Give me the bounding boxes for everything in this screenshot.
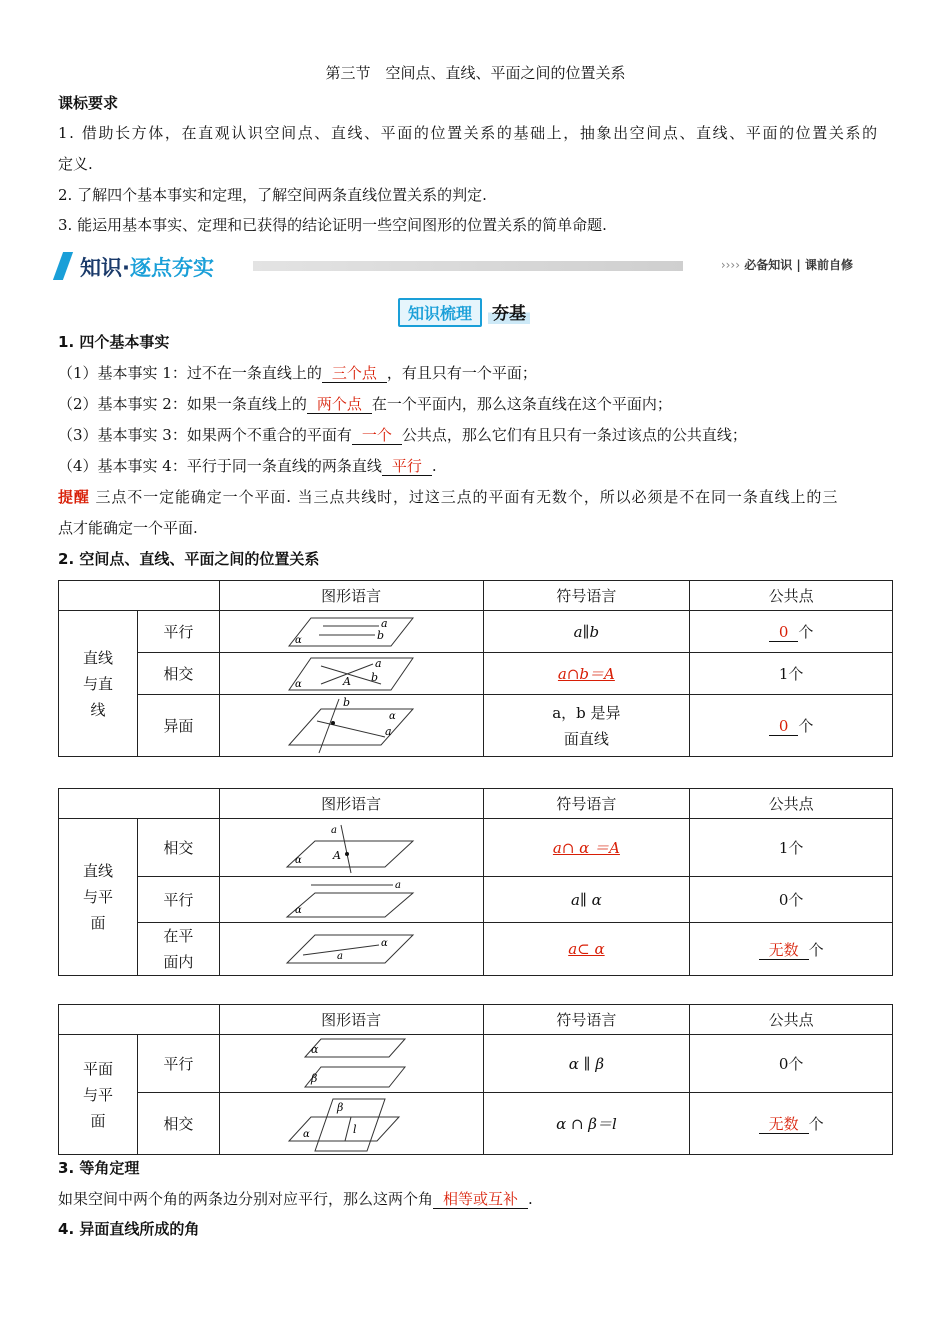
section-banner	[58, 250, 893, 284]
label-b: b	[343, 696, 351, 709]
sec2-heading	[58, 544, 893, 574]
sec3-pre: 如果空间中两个角的两条边分别对应平行，那么这两个角	[58, 1190, 434, 1208]
header-figure: 图形语言	[219, 1005, 483, 1035]
points-cell: 1个	[690, 653, 893, 695]
points-unit: 个	[798, 717, 814, 735]
fact-3	[58, 420, 893, 450]
sec3-blank: 相等或互补	[433, 1190, 528, 1209]
figure-cell	[219, 1035, 483, 1093]
label-alpha: α	[295, 854, 302, 866]
standards-item-2: 2. 了解四个基本事实和定理，了解空间两条直线位置关系的判定.	[58, 186, 487, 204]
fact-2-blank: 两个点	[307, 395, 372, 414]
fact-4-pre: （4）基本事实 4：平行于同一条直线的两条直线	[58, 457, 382, 475]
planes-parallel-figure	[281, 1037, 421, 1091]
label-a: a	[385, 724, 392, 738]
row-name	[137, 923, 219, 976]
fact-2-post: 在一个平面内，那么这条直线在这个平面内；	[371, 395, 672, 413]
table-corner	[59, 789, 220, 819]
sec2-num: 2	[58, 550, 69, 568]
planes-intersect-figure	[281, 1095, 421, 1153]
label-alpha: α	[311, 1042, 319, 1056]
group-label-line-1: 直线	[82, 648, 113, 667]
banner-title	[80, 252, 214, 282]
tip-text-1: 三点不一定能确定一个平面. 当三点共线时，过这三点的平面有无数个，所以必须是不在同一条直线上的三	[95, 488, 839, 506]
points-cell: 0个	[690, 877, 893, 923]
standards-item-3: 3. 能运用基本事实、定理和已获得的结论证明一些空间图形的位置关系的简单命题.	[58, 216, 607, 234]
row-name: 平行	[137, 1035, 219, 1093]
symbol-cell: a∩ α ＝A	[483, 819, 690, 877]
fact-2	[58, 389, 893, 419]
symbol-cell: α ∥ β	[483, 1035, 690, 1093]
sec1-heading	[58, 327, 893, 357]
points-blank: 无数	[759, 1115, 809, 1134]
label-b: b	[377, 628, 385, 642]
table-corner	[59, 1005, 220, 1035]
figure-cell	[219, 923, 483, 976]
chevrons-icon: ››››	[720, 258, 741, 272]
group-label-line-2: 与平	[82, 888, 113, 906]
standards-item-1: 1. 借助长方体，在直观认识空间点、直线、平面的位置关系的基础上，抽象出空间点、直线、平面的位置关系的	[58, 124, 879, 142]
label-beta: β	[337, 1100, 344, 1114]
points-blank: 0	[769, 717, 799, 736]
points-blank: 无数	[759, 941, 809, 960]
tip-line-1	[58, 482, 893, 512]
row-name: 平行	[137, 877, 219, 923]
table-line-line	[58, 580, 893, 757]
points-cell: 1个	[690, 819, 893, 877]
symbol-cell: α ∩ β＝l	[483, 1093, 690, 1155]
label-l: l	[353, 1122, 357, 1136]
row-name: 相交	[137, 653, 219, 695]
sec3-heading	[58, 1153, 893, 1183]
banner-right	[721, 256, 853, 273]
group-label-line-2: 与平	[82, 1085, 113, 1104]
label-a: a	[331, 824, 338, 836]
sec3-num: 3	[58, 1159, 69, 1177]
group-label-line-2: 与直	[82, 674, 113, 693]
header-symbol: 符号语言	[483, 581, 690, 611]
group-label-line-3: 线	[90, 700, 106, 719]
points-cell	[690, 695, 893, 757]
points-unit: 个	[798, 623, 814, 641]
header-symbol: 符号语言	[483, 789, 690, 819]
label-alpha: α	[381, 938, 388, 949]
figure-cell	[219, 695, 483, 757]
banner-right-b: 课前自修	[804, 258, 853, 272]
fact-3-pre: （3）基本事实 3：如果两个不重合的平面有	[58, 426, 352, 444]
symbol-cell: a⊂ α	[483, 923, 690, 976]
sub-banner	[398, 298, 530, 326]
group-label	[59, 819, 138, 976]
intersecting-lines-figure	[281, 654, 421, 694]
points-unit: 个	[808, 940, 824, 959]
symbol-line-2: 面直线	[563, 729, 609, 748]
group-label	[59, 1035, 138, 1155]
group-label-line-3: 面	[90, 914, 106, 932]
line-plane-parallel-figure	[281, 879, 421, 921]
sec2-title: . 空间点、直线、平面之间的位置关系	[68, 550, 320, 568]
label-alpha: α	[295, 634, 302, 646]
figure-cell	[219, 611, 483, 653]
label-beta: β	[311, 1071, 318, 1085]
points-cell	[690, 1093, 893, 1155]
group-label	[59, 611, 138, 757]
page-title: 第三节 空间点、直线、平面之间的位置关系	[325, 64, 626, 82]
label-b: b	[371, 670, 379, 684]
header-points: 公共点	[690, 789, 893, 819]
banner-right-a: 必备知识	[744, 258, 793, 272]
figure-cell	[219, 877, 483, 923]
sub-banner-box: 知识梳理	[398, 298, 482, 327]
symbol-line-1: a，b 是异	[552, 703, 621, 722]
points-unit: 个	[808, 1115, 824, 1133]
fact-1-post: ，有且只有一个平面；	[386, 364, 537, 382]
fact-4	[58, 451, 893, 481]
sec4-heading	[58, 1214, 893, 1244]
row-name-line-2: 面内	[163, 953, 194, 971]
fact-1-pre: （1）基本事实 1：过不在一条直线上的	[58, 364, 322, 382]
symbol-cell: a∥b	[483, 611, 690, 653]
group-label-line-1: 直线	[82, 862, 113, 880]
label-alpha: α	[303, 1128, 310, 1140]
skew-lines-figure	[281, 697, 421, 755]
banner-right-sep: |	[796, 258, 801, 272]
fact-3-blank: 一个	[352, 426, 402, 445]
sec3-title: . 等角定理	[68, 1159, 140, 1177]
label-alpha: α	[295, 904, 302, 916]
label-a: a	[375, 656, 382, 670]
banner-accent-bar	[53, 252, 73, 280]
sec3-text	[58, 1184, 893, 1214]
line-in-plane-figure	[281, 929, 421, 969]
points-cell	[690, 611, 893, 653]
header-figure: 图形语言	[219, 581, 483, 611]
header-figure: 图形语言	[219, 789, 483, 819]
header-points: 公共点	[690, 581, 893, 611]
fact-1	[58, 358, 893, 388]
figure-cell	[219, 819, 483, 877]
tip-label: 提醒	[58, 488, 90, 506]
row-name-line-1: 在平	[163, 927, 194, 945]
table-corner	[59, 581, 220, 611]
points-blank: 0	[769, 623, 799, 642]
banner-title-a: 知识	[80, 256, 122, 280]
group-label-line-3: 面	[90, 1111, 106, 1130]
tip-line-2: 点才能确定一个平面.	[58, 519, 198, 537]
sec1-num: 1	[58, 333, 69, 351]
row-name: 异面	[137, 695, 219, 757]
group-label-line-1: 平面	[82, 1059, 113, 1078]
header-points: 公共点	[690, 1005, 893, 1035]
label-alpha: α	[389, 710, 396, 722]
label-alpha: α	[295, 678, 302, 690]
parallel-lines-figure	[281, 612, 421, 652]
fact-4-post: .	[431, 457, 437, 475]
table-plane-plane	[58, 1004, 893, 1155]
line-plane-intersect-figure	[281, 821, 421, 875]
symbol-cell: a∥ α	[483, 877, 690, 923]
label-a: a	[395, 879, 402, 891]
standards-heading: 课标要求	[58, 94, 119, 112]
sec3-post: .	[528, 1190, 533, 1208]
row-name: 相交	[137, 1093, 219, 1155]
fact-3-post: 公共点，那么它们有且只有一条过该点的公共直线；	[401, 426, 747, 444]
banner-stripe	[253, 261, 683, 271]
label-a: a	[337, 951, 344, 962]
sub-banner-tail: 夯基	[488, 299, 530, 324]
header-symbol: 符号语言	[483, 1005, 690, 1035]
label-a: a	[381, 616, 388, 630]
label-A: A	[333, 848, 342, 862]
banner-title-b: 逐点夯实	[129, 256, 214, 280]
row-name: 平行	[137, 611, 219, 653]
fact-1-blank: 三个点	[322, 364, 387, 383]
standards-item-1-cont: 定义.	[58, 155, 93, 173]
table-line-plane	[58, 788, 893, 976]
fact-2-pre: （2）基本事实 2：如果一条直线上的	[58, 395, 307, 413]
points-cell	[690, 923, 893, 976]
figure-cell	[219, 653, 483, 695]
symbol-cell	[483, 695, 690, 757]
banner-dot: ·	[122, 256, 130, 280]
sec1-title: . 四个基本事实	[68, 333, 170, 351]
figure-cell	[219, 1093, 483, 1155]
points-cell: 0个	[690, 1035, 893, 1093]
sec4-title: . 异面直线所成的角	[68, 1220, 200, 1238]
label-A: A	[343, 674, 352, 688]
fact-4-blank: 平行	[382, 457, 432, 476]
symbol-cell: a∩b＝A	[483, 653, 690, 695]
row-name: 相交	[137, 819, 219, 877]
sec4-num: 4	[58, 1220, 69, 1238]
